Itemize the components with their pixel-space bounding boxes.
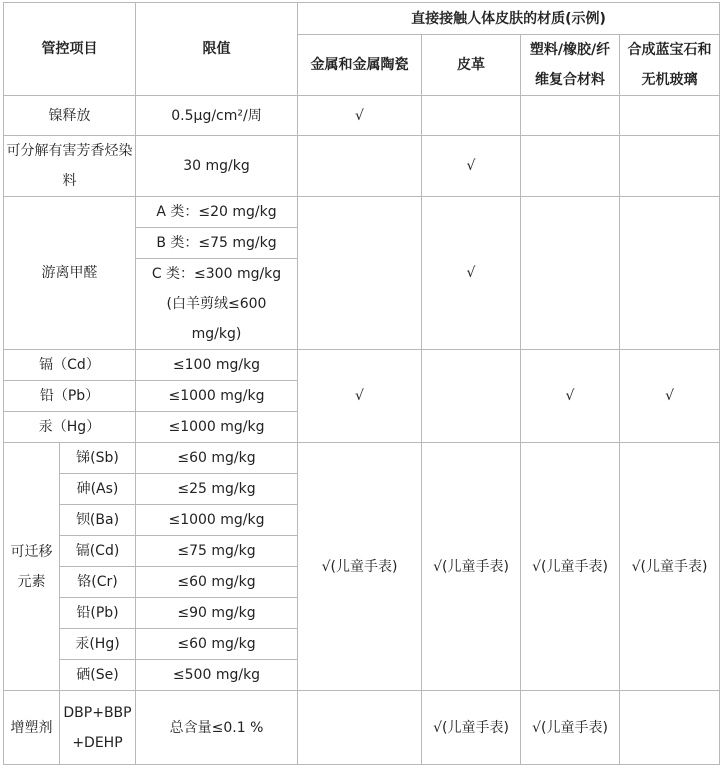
plasticizer-check-plastic: √(儿童手表) [521,691,620,765]
header-limit: 限值 [136,3,298,96]
empty-cell [521,136,620,197]
migratable-element-ba: 钡(Ba) [60,505,136,536]
migratable-check-leather: √(儿童手表) [422,443,521,691]
migratable-limit-ba: ≤1000 mg/kg [136,505,298,536]
migratable-element-se: 硒(Se) [60,660,136,691]
heavy-metal-label-cd: 镉（Cd） [4,350,136,381]
empty-cell [620,96,720,136]
formaldehyde-check-leather: √ [422,197,521,350]
heavy-metal-limit-hg: ≤1000 mg/kg [136,412,298,443]
migratable-check-metal: √(儿童手表) [298,443,422,691]
header-material-plastic: 塑料/橡胶/纤维复合材料 [521,35,620,96]
migratable-element-cd: 镉(Cd) [60,536,136,567]
empty-cell [620,691,720,765]
empty-cell [298,197,422,350]
azo-limit: 30 mg/kg [136,136,298,197]
empty-cell [298,691,422,765]
empty-cell [521,197,620,350]
migratable-element-as: 砷(As) [60,474,136,505]
migratable-element-hg: 汞(Hg) [60,629,136,660]
nickel-label: 镍释放 [4,96,136,136]
empty-cell [620,136,720,197]
plasticizer-label: 增塑剂 [4,691,60,765]
migratable-limit-hg: ≤60 mg/kg [136,629,298,660]
formaldehyde-label: 游离甲醛 [4,197,136,350]
header-item: 管控项目 [4,3,136,96]
migratable-check-plastic: √(儿童手表) [521,443,620,691]
azo-check-leather: √ [422,136,521,197]
migratable-limit-cr: ≤60 mg/kg [136,567,298,598]
heavy-metal-limit-cd: ≤100 mg/kg [136,350,298,381]
migratable-label: 可迁移元素 [4,443,60,691]
migratable-element-sb: 锑(Sb) [60,443,136,474]
plasticizer-check-leather: √(儿童手表) [422,691,521,765]
plasticizer-substances: DBP+BBP +DEHP [60,691,136,765]
heavy-metal-label-hg: 汞（Hg） [4,412,136,443]
empty-cell [422,350,521,443]
empty-cell [620,197,720,350]
header-material-leather: 皮革 [422,35,521,96]
regulation-table [3,2,720,765]
header-material-group: 直接接触人体皮肤的材质(示例) [298,3,720,35]
heavy-metal-check-glass: √ [620,350,720,443]
nickel-limit: 0.5μg/cm²/周 [136,96,298,136]
empty-cell [521,96,620,136]
heavy-metal-limit-pb: ≤1000 mg/kg [136,381,298,412]
plasticizer-limit: 总含量≤0.1 % [136,691,298,765]
migratable-limit-pb: ≤90 mg/kg [136,598,298,629]
migratable-limit-sb: ≤60 mg/kg [136,443,298,474]
empty-cell [422,96,521,136]
azo-label: 可分解有害芳香烃染料 [4,136,136,197]
formaldehyde-limit-a: A 类：≤20 mg/kg [136,197,298,228]
migratable-limit-cd: ≤75 mg/kg [136,536,298,567]
heavy-metal-label-pb: 铅（Pb） [4,381,136,412]
header-material-metal: 金属和金属陶瓷 [298,35,422,96]
heavy-metal-check-plastic: √ [521,350,620,443]
migratable-element-cr: 铬(Cr) [60,567,136,598]
migratable-element-pb: 铅(Pb) [60,598,136,629]
header-material-glass: 合成蓝宝石和无机玻璃 [620,35,720,96]
formaldehyde-limit-c: C 类：≤300 mg/kg (白羊剪绒≤600 mg/kg) [136,259,298,350]
nickel-check-metal: √ [298,96,422,136]
heavy-metal-check-metal: √ [298,350,422,443]
migratable-limit-as: ≤25 mg/kg [136,474,298,505]
formaldehyde-limit-b: B 类：≤75 mg/kg [136,228,298,259]
migratable-limit-se: ≤500 mg/kg [136,660,298,691]
migratable-check-glass: √(儿童手表) [620,443,720,691]
empty-cell [298,136,422,197]
